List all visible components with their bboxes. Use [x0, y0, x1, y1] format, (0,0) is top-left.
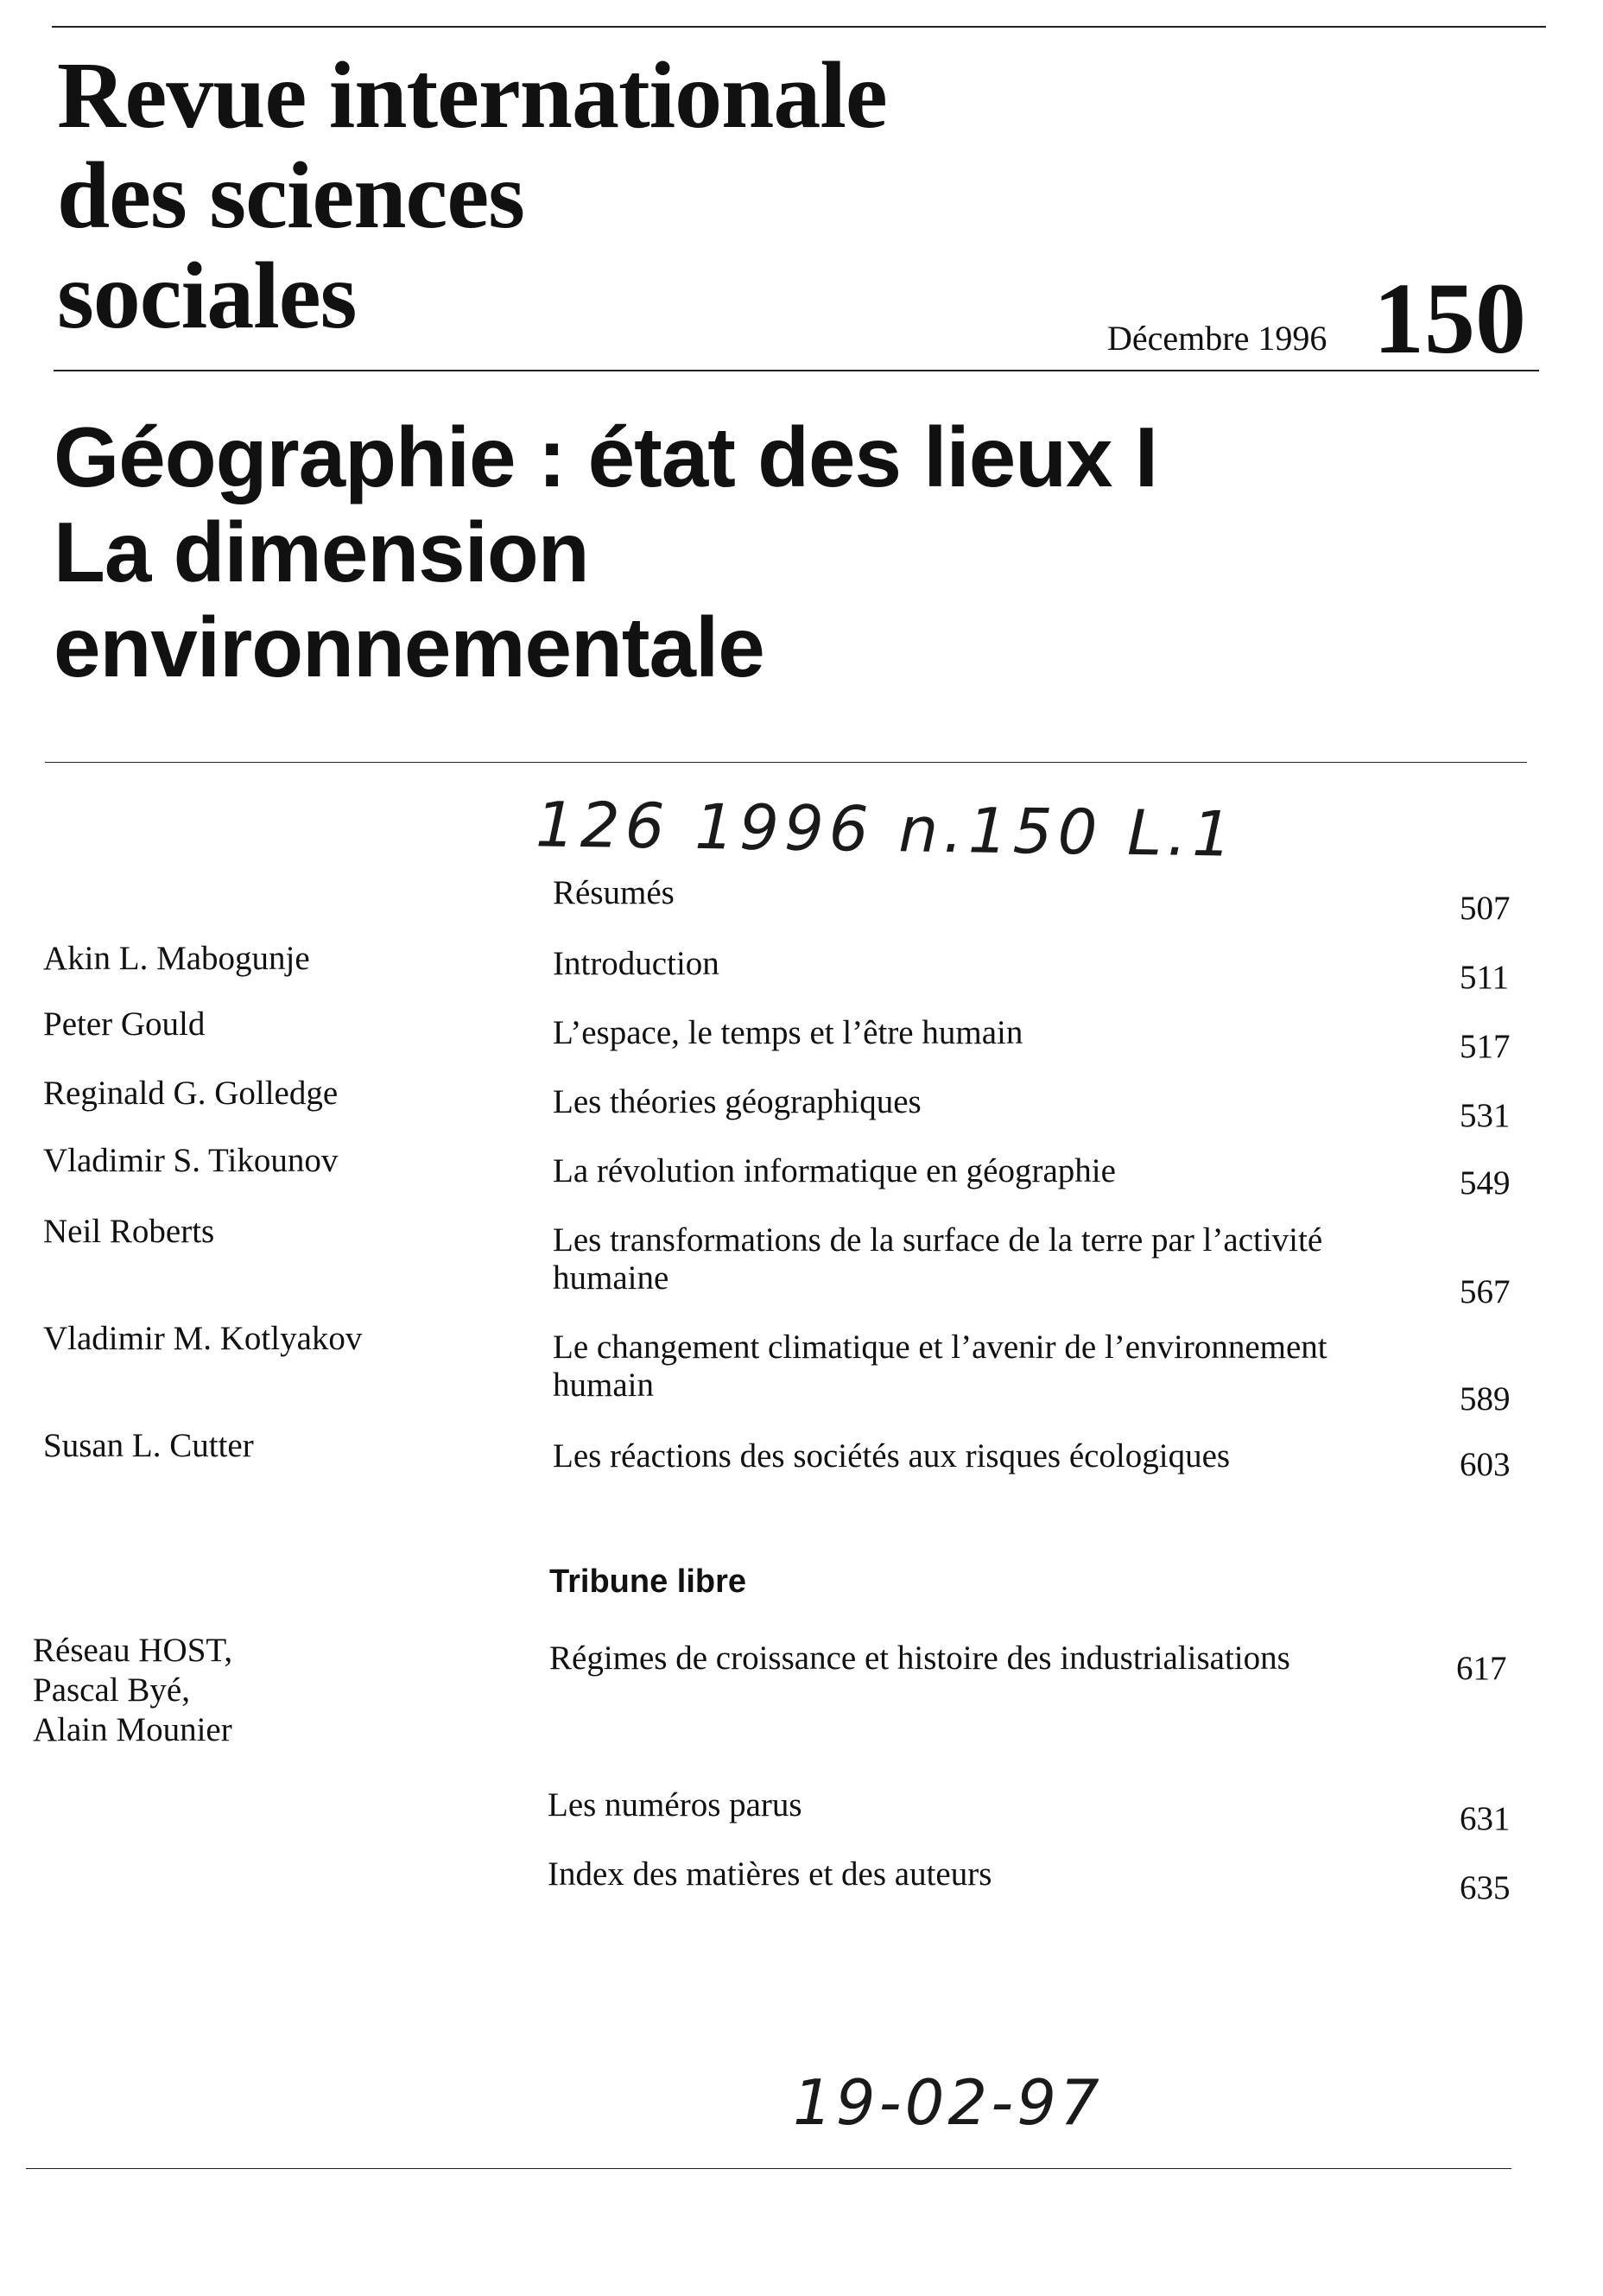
journal-title-line-1: Revue internationale: [57, 42, 887, 148]
tribune-libre-heading: Tribune libre: [549, 1563, 747, 1600]
toc-page-regimes-croissance: 617: [1456, 1650, 1507, 1687]
toc-author-cutter: Susan L. Cutter: [43, 1427, 254, 1464]
tribune-authors: [33, 1631, 232, 1750]
top-rule: [52, 26, 1546, 28]
toc-author-gould: Peter Gould: [43, 1005, 206, 1043]
toc-page-transformations: 567: [1460, 1273, 1511, 1310]
contents-rule: [45, 762, 1527, 763]
tribune-author-3: Alain Mounier: [33, 1711, 232, 1748]
toc-page-resumes: 507: [1460, 890, 1511, 927]
tribune-author-2: Pascal Byé,: [33, 1671, 190, 1709]
journal-title: [57, 42, 887, 348]
issue-theme-title: [54, 409, 1157, 695]
theme-line-2: La dimension: [54, 504, 589, 599]
toc-title-introduction[interactable]: Introduction: [553, 945, 719, 982]
issue-date: Décembre 1996: [1107, 319, 1327, 358]
toc-author-roberts: Neil Roberts: [43, 1213, 215, 1250]
handwritten-shelf-mark: 126 1996 n.150 L.1: [535, 788, 1238, 871]
toc-page-reactions: 603: [1460, 1446, 1511, 1483]
toc-page-introduction: 511: [1460, 959, 1510, 996]
theme-line-1: Géographie : état des lieux I: [54, 409, 1158, 504]
toc-author-kotlyakov: Vladimir M. Kotlyakov: [43, 1320, 363, 1357]
toc-author-golledge: Reginald G. Golledge: [43, 1075, 339, 1112]
tribune-author-1: Réseau HOST,: [33, 1632, 233, 1669]
theme-line-3: environnementale: [54, 599, 764, 695]
toc-title-numeros-parus[interactable]: Les numéros parus: [548, 1786, 802, 1823]
toc-author-tikounov: Vladimir S. Tikounov: [43, 1142, 339, 1179]
issue-number: 150: [1373, 262, 1526, 375]
toc-title-index[interactable]: Index des matières et des auteurs: [548, 1855, 992, 1893]
toc-title-transformations[interactable]: Les transformations de la surface de la terre par l’activité humaine: [553, 1221, 1323, 1297]
toc-page-numeros-parus: 631: [1460, 1800, 1511, 1837]
toc-page-espace-temps: 517: [1460, 1028, 1511, 1065]
toc-page-changement-climatique: 589: [1460, 1380, 1511, 1418]
handwritten-received-date: 19-02-97: [793, 2066, 1103, 2139]
bottom-rule: [26, 2168, 1511, 2169]
toc-page-index: 635: [1460, 1869, 1511, 1906]
toc-title-changement-climatique[interactable]: Le changement climatique et l’avenir de l’environnement humain: [553, 1329, 1327, 1404]
toc-page-revolution: 549: [1460, 1164, 1511, 1202]
toc-title-theories[interactable]: Les théories géographiques: [553, 1083, 922, 1120]
toc-title-espace-temps[interactable]: L’espace, le temps et l’être humain: [553, 1014, 1023, 1051]
toc-title-reactions[interactable]: Les réactions des sociétés aux risques écologiques: [553, 1437, 1231, 1475]
toc-title-regimes-croissance[interactable]: Régimes de croissance et histoire des industrialisations: [549, 1640, 1290, 1677]
toc-title-resumes[interactable]: Résumés: [553, 874, 675, 911]
journal-title-line-2: des sciences: [57, 143, 524, 248]
masthead-rule: [54, 370, 1539, 371]
toc-author-mabogunje: Akin L. Mabogunje: [43, 940, 310, 977]
journal-title-line-3: sociales: [57, 243, 357, 348]
toc-page-theories: 531: [1460, 1097, 1511, 1134]
toc-title-revolution[interactable]: La révolution informatique en géographie: [553, 1152, 1116, 1189]
